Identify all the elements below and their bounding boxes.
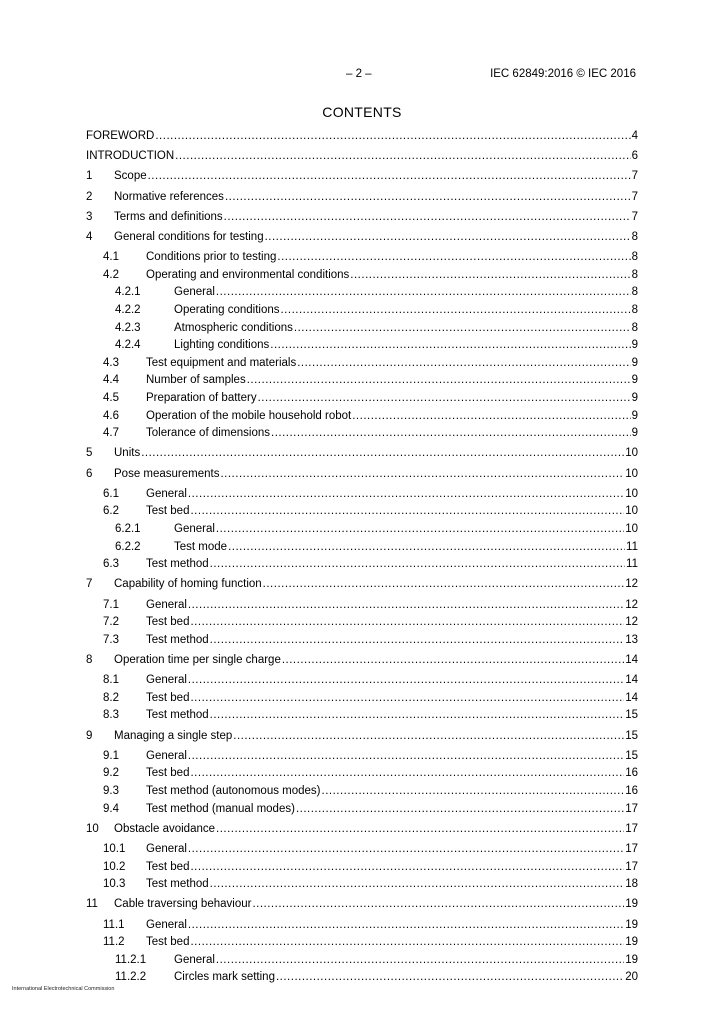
toc-dot-leader	[280, 304, 630, 317]
toc-entry-page: 19	[625, 918, 638, 931]
toc-entry-title: Test bed	[146, 691, 190, 704]
toc-entry[interactable]	[86, 674, 638, 687]
toc-dot-leader	[296, 803, 624, 816]
toc-entry-title: General	[174, 523, 215, 535]
toc-entry-page: 6	[631, 150, 638, 163]
toc-entry-number: 7.1	[103, 598, 119, 611]
toc-entry-page: 11	[626, 558, 638, 571]
toc-entry[interactable]	[86, 823, 638, 836]
toc-entry-title: Test method	[146, 878, 209, 891]
toc-entry[interactable]	[86, 468, 638, 481]
toc-entry[interactable]	[86, 692, 638, 705]
toc-entry-title: General	[174, 953, 215, 966]
toc-entry[interactable]	[86, 936, 638, 949]
toc-dot-leader	[210, 634, 625, 647]
toc-dot-leader	[188, 843, 624, 856]
toc-dot-leader	[258, 392, 631, 405]
toc-entry[interactable]	[86, 410, 638, 423]
toc-dot-leader	[190, 505, 624, 518]
toc-entry[interactable]	[86, 505, 638, 518]
toc-dot-leader	[155, 130, 630, 143]
toc-entry-page: 15	[625, 729, 638, 742]
toc-dot-leader	[220, 468, 624, 481]
toc-entry[interactable]	[86, 304, 638, 317]
toc-entry-title: Preparation of battery	[146, 392, 257, 404]
toc-entry-page: 9	[631, 427, 638, 440]
toc-entry[interactable]	[86, 861, 638, 874]
toc-dot-leader	[350, 269, 630, 282]
toc-entry-number: 11.2.2	[115, 971, 147, 984]
toc-entry-number: 6.2	[103, 505, 119, 518]
toc-entry-page: 18	[625, 878, 638, 891]
toc-entry-number: 7.2	[103, 616, 119, 629]
toc-entry-page: 11	[626, 540, 638, 553]
toc-entry[interactable]	[86, 374, 638, 387]
toc-entry-page: 17	[625, 843, 638, 855]
toc-dot-leader	[216, 286, 631, 299]
toc-entry-title: Capability of homing function	[114, 578, 262, 591]
toc-entry[interactable]	[86, 767, 638, 780]
toc-entry-page: 17	[625, 822, 638, 835]
toc-dot-leader	[297, 357, 630, 370]
toc-entry-page: 8	[631, 231, 638, 243]
toc-dot-leader	[265, 231, 631, 244]
toc-entry-page: 9	[631, 374, 638, 387]
toc-dot-leader	[188, 674, 624, 687]
toc-entry-title: Test method (manual modes)	[146, 802, 295, 815]
toc-entry[interactable]	[86, 954, 638, 967]
contents-title: CONTENTS	[322, 104, 402, 120]
toc-entry-title: Circles mark setting	[174, 971, 275, 984]
toc-dot-leader	[271, 427, 631, 440]
toc-entry-number: 6.3	[103, 558, 119, 571]
toc-entry-title: Operating conditions	[174, 304, 280, 316]
toc-entry-number: 10	[86, 822, 99, 835]
toc-entry[interactable]	[86, 392, 638, 405]
toc-entry-title: General	[146, 749, 187, 762]
toc-entry[interactable]	[86, 231, 638, 244]
toc-entry-number: 8.2	[103, 691, 119, 704]
toc-entry-page: 9	[631, 339, 638, 352]
toc-entry-title: Normative references	[114, 190, 224, 203]
toc-entry-page: 19	[625, 898, 638, 911]
toc-entry-number: 6.2.2	[115, 540, 141, 553]
toc-entry-title: Test bed	[146, 505, 190, 518]
toc-entry[interactable]	[86, 523, 638, 536]
toc-entry-title: Operation time per single charge	[114, 654, 281, 666]
toc-entry-title: Test equipment and materials	[146, 356, 297, 369]
toc-entry[interactable]	[86, 878, 638, 891]
toc-entry-page: 19	[625, 953, 638, 966]
toc-entry-number: 11.2.1	[115, 953, 147, 966]
toc-entry-number: 8.3	[103, 709, 119, 722]
toc-entry-title: Test bed	[146, 936, 190, 949]
toc-entry-number: 4.1	[103, 251, 119, 264]
toc-entry-page: 8	[631, 251, 638, 264]
toc-dot-leader	[228, 541, 625, 554]
toc-entry[interactable]	[86, 785, 638, 798]
toc-entry-number: 11.1	[103, 918, 125, 931]
toc-entry-page: 14	[625, 691, 638, 704]
toc-entry-title: Lighting conditions	[174, 339, 270, 352]
toc-entry-number: 9.1	[103, 749, 119, 762]
toc-entry-number: 6.2.1	[115, 523, 141, 535]
toc-entry[interactable]	[86, 750, 638, 763]
toc-entry-title: Conditions prior to testing	[146, 251, 277, 264]
toc-entry[interactable]	[86, 427, 638, 440]
toc-entry-title: Scope	[114, 170, 147, 183]
toc-dot-leader	[263, 578, 625, 591]
toc-entry[interactable]	[86, 286, 638, 299]
toc-entry-page: 8	[631, 286, 638, 299]
toc-entry-page: 17	[625, 860, 638, 873]
toc-entry[interactable]	[86, 211, 638, 224]
toc-entry-page: 19	[625, 936, 638, 949]
toc-entry-title: Number of samples	[146, 374, 246, 387]
toc-entry-page: 16	[625, 767, 638, 780]
toc-entry[interactable]	[86, 971, 638, 984]
toc-dot-leader	[188, 750, 624, 763]
toc-entry-title: General	[146, 598, 187, 611]
toc-entry-title: Atmospheric conditions	[174, 321, 293, 334]
toc-entry-number: 4.2.3	[115, 321, 141, 334]
toc-entry-number: 7.3	[103, 633, 119, 646]
toc-entry-page: 12	[625, 578, 638, 591]
toc-entry[interactable]	[86, 130, 638, 143]
toc-dot-leader	[190, 616, 624, 629]
toc-dot-leader	[277, 251, 630, 264]
toc-entry-number: 4.2	[103, 268, 119, 281]
toc-entry-number: 11	[86, 898, 98, 911]
toc-entry-number: 9	[86, 729, 93, 742]
toc-entry-title: FOREWORD	[86, 130, 155, 142]
publisher-footer: International Electrotechnical Commission	[12, 986, 115, 992]
toc-dot-leader	[216, 523, 624, 536]
toc-entry[interactable]	[86, 919, 638, 932]
toc-entry-title: Test mode	[174, 540, 228, 553]
toc-entry[interactable]	[86, 322, 638, 335]
toc-entry-number: 3	[86, 210, 93, 223]
toc-entry[interactable]	[86, 251, 638, 264]
toc-entry[interactable]	[86, 447, 638, 460]
toc-entry-number: 4.2.1	[115, 286, 141, 299]
toc-entry-title: Test method (autonomous modes)	[146, 785, 321, 797]
toc-dot-leader	[252, 898, 624, 911]
toc-entry[interactable]	[86, 709, 638, 722]
toc-entry-number: 10.3	[103, 878, 126, 891]
toc-dot-leader	[175, 150, 630, 163]
toc-dot-leader	[148, 170, 631, 183]
toc-entry-number: 4.2.4	[115, 339, 141, 352]
toc-entry-page: 10	[625, 505, 638, 518]
toc-entry-page: 7	[631, 210, 638, 223]
toc-dot-leader	[141, 447, 624, 460]
toc-entry[interactable]	[86, 541, 638, 554]
toc-dot-leader	[190, 767, 624, 780]
toc-dot-leader	[210, 558, 625, 571]
toc-entry-title: Terms and definitions	[114, 210, 223, 223]
toc-entry-number: 4.5	[103, 392, 119, 404]
toc-dot-leader	[210, 878, 625, 891]
toc-dot-leader	[224, 211, 631, 224]
toc-entry-page: 15	[625, 709, 638, 722]
toc-entry-page: 10	[625, 523, 638, 535]
toc-entry-title: Cable traversing behaviour	[114, 898, 252, 911]
toc-entry[interactable]	[86, 170, 638, 183]
toc-entry-page: 14	[625, 674, 638, 687]
page-header	[0, 68, 724, 84]
toc-entry-page: 17	[625, 802, 638, 815]
toc-entry-number: 4	[86, 231, 93, 243]
toc-dot-leader	[190, 861, 624, 874]
toc-entry-page: 9	[631, 356, 638, 369]
toc-entry-number: 4.3	[103, 356, 119, 369]
toc-entry-page: 20	[625, 971, 638, 984]
toc-entry-page: 7	[631, 190, 638, 203]
toc-entry[interactable]	[86, 654, 638, 667]
toc-dot-leader	[190, 936, 624, 949]
toc-entry[interactable]	[86, 578, 638, 591]
toc-entry[interactable]	[86, 730, 638, 743]
toc-entry-page: 9	[631, 409, 638, 422]
toc-entry[interactable]	[86, 634, 638, 647]
toc-entry-page: 12	[625, 616, 638, 629]
toc-dot-leader	[322, 785, 625, 798]
toc-entry-title: General	[174, 286, 215, 299]
toc-entry-page: 10	[625, 467, 638, 480]
toc-entry-page: 4	[631, 130, 638, 142]
toc-entry-number: 9.4	[103, 802, 119, 815]
toc-dot-leader	[352, 410, 630, 423]
toc-entry-number: 4.6	[103, 409, 119, 422]
toc-entry[interactable]	[86, 150, 638, 163]
toc-entry-number: 2	[86, 190, 93, 203]
toc-entry-number: 4.7	[103, 427, 119, 440]
toc-dot-leader	[270, 339, 630, 352]
toc-entry-page: 16	[625, 785, 638, 797]
toc-entry-number: 10.2	[103, 860, 126, 873]
toc-entry-title: General	[146, 674, 187, 687]
toc-entry[interactable]	[86, 898, 638, 911]
toc-entry-page: 10	[625, 447, 638, 460]
toc-entry-title: General conditions for testing	[114, 231, 264, 243]
toc-entry-number: 4.4	[103, 374, 119, 387]
table-of-contents	[86, 130, 638, 985]
toc-entry-page: 15	[625, 749, 638, 762]
toc-dot-leader	[190, 692, 624, 705]
toc-entry-page: 12	[625, 598, 638, 611]
toc-entry-title: General	[146, 918, 187, 931]
toc-entry-number: 10.1	[103, 843, 126, 855]
document-identifier: IEC 62849:2016 © IEC 2016	[490, 68, 636, 80]
toc-entry-page: 8	[631, 268, 638, 281]
toc-dot-leader	[188, 488, 624, 501]
toc-entry[interactable]	[86, 269, 638, 282]
toc-entry-title: Test method	[146, 558, 209, 571]
toc-entry-title: Operating and environmental conditions	[146, 268, 350, 281]
toc-entry[interactable]	[86, 488, 638, 501]
toc-dot-leader	[210, 709, 625, 722]
toc-entry-number: 5	[86, 447, 93, 460]
toc-dot-leader	[233, 730, 624, 743]
toc-dot-leader	[188, 919, 624, 932]
toc-entry-number: 9.3	[103, 785, 119, 797]
toc-dot-leader	[216, 823, 624, 836]
toc-entry[interactable]	[86, 558, 638, 571]
toc-entry-number: 9.2	[103, 767, 119, 780]
toc-dot-leader	[225, 191, 631, 204]
toc-entry-title: Test method	[146, 633, 209, 646]
toc-entry-number: 8	[86, 654, 93, 666]
toc-entry-page: 7	[631, 170, 638, 183]
toc-dot-leader	[276, 971, 624, 984]
toc-entry-title: General	[146, 843, 187, 855]
toc-entry[interactable]	[86, 803, 638, 816]
toc-dot-leader	[282, 654, 624, 667]
toc-dot-leader	[294, 322, 631, 335]
toc-entry-title: Tolerance of dimensions	[146, 427, 271, 440]
toc-entry[interactable]	[86, 191, 638, 204]
toc-entry-title: Pose measurements	[114, 467, 220, 480]
toc-entry-title: Test bed	[146, 860, 190, 873]
toc-entry-number: 8.1	[103, 674, 119, 687]
toc-entry-number: 6.1	[103, 487, 119, 500]
toc-entry-title: Test method	[146, 709, 209, 722]
toc-entry[interactable]	[86, 599, 638, 612]
toc-entry[interactable]	[86, 843, 638, 856]
toc-dot-leader	[216, 954, 624, 967]
toc-entry-number: 6	[86, 467, 93, 480]
toc-entry[interactable]	[86, 357, 638, 370]
toc-entry-number: 1	[86, 170, 93, 183]
toc-entry-title: Test bed	[146, 616, 190, 629]
toc-entry-title: Obstacle avoidance	[114, 822, 216, 835]
toc-entry-title: General	[146, 487, 187, 500]
toc-entry-title: Test bed	[146, 767, 190, 780]
toc-entry[interactable]	[86, 339, 638, 352]
toc-entry-page: 10	[625, 487, 638, 500]
toc-entry-number: 7	[86, 578, 93, 591]
toc-entry-title: Units	[114, 447, 141, 460]
toc-entry-page: 14	[625, 654, 638, 666]
toc-dot-leader	[188, 599, 624, 612]
toc-entry-page: 9	[631, 392, 638, 404]
toc-entry-title: INTRODUCTION	[86, 150, 175, 163]
toc-entry-page: 8	[631, 304, 638, 316]
toc-entry-title: Operation of the mobile household robot	[146, 409, 352, 422]
toc-entry-page: 8	[631, 321, 638, 334]
toc-entry-number: 4.2.2	[115, 304, 141, 316]
toc-entry-number: 11.2	[103, 936, 125, 949]
page-number: – 2 –	[346, 68, 372, 80]
toc-entry-title: Managing a single step	[114, 729, 233, 742]
toc-entry[interactable]	[86, 616, 638, 629]
toc-dot-leader	[247, 374, 631, 387]
toc-entry-page: 13	[625, 633, 638, 646]
